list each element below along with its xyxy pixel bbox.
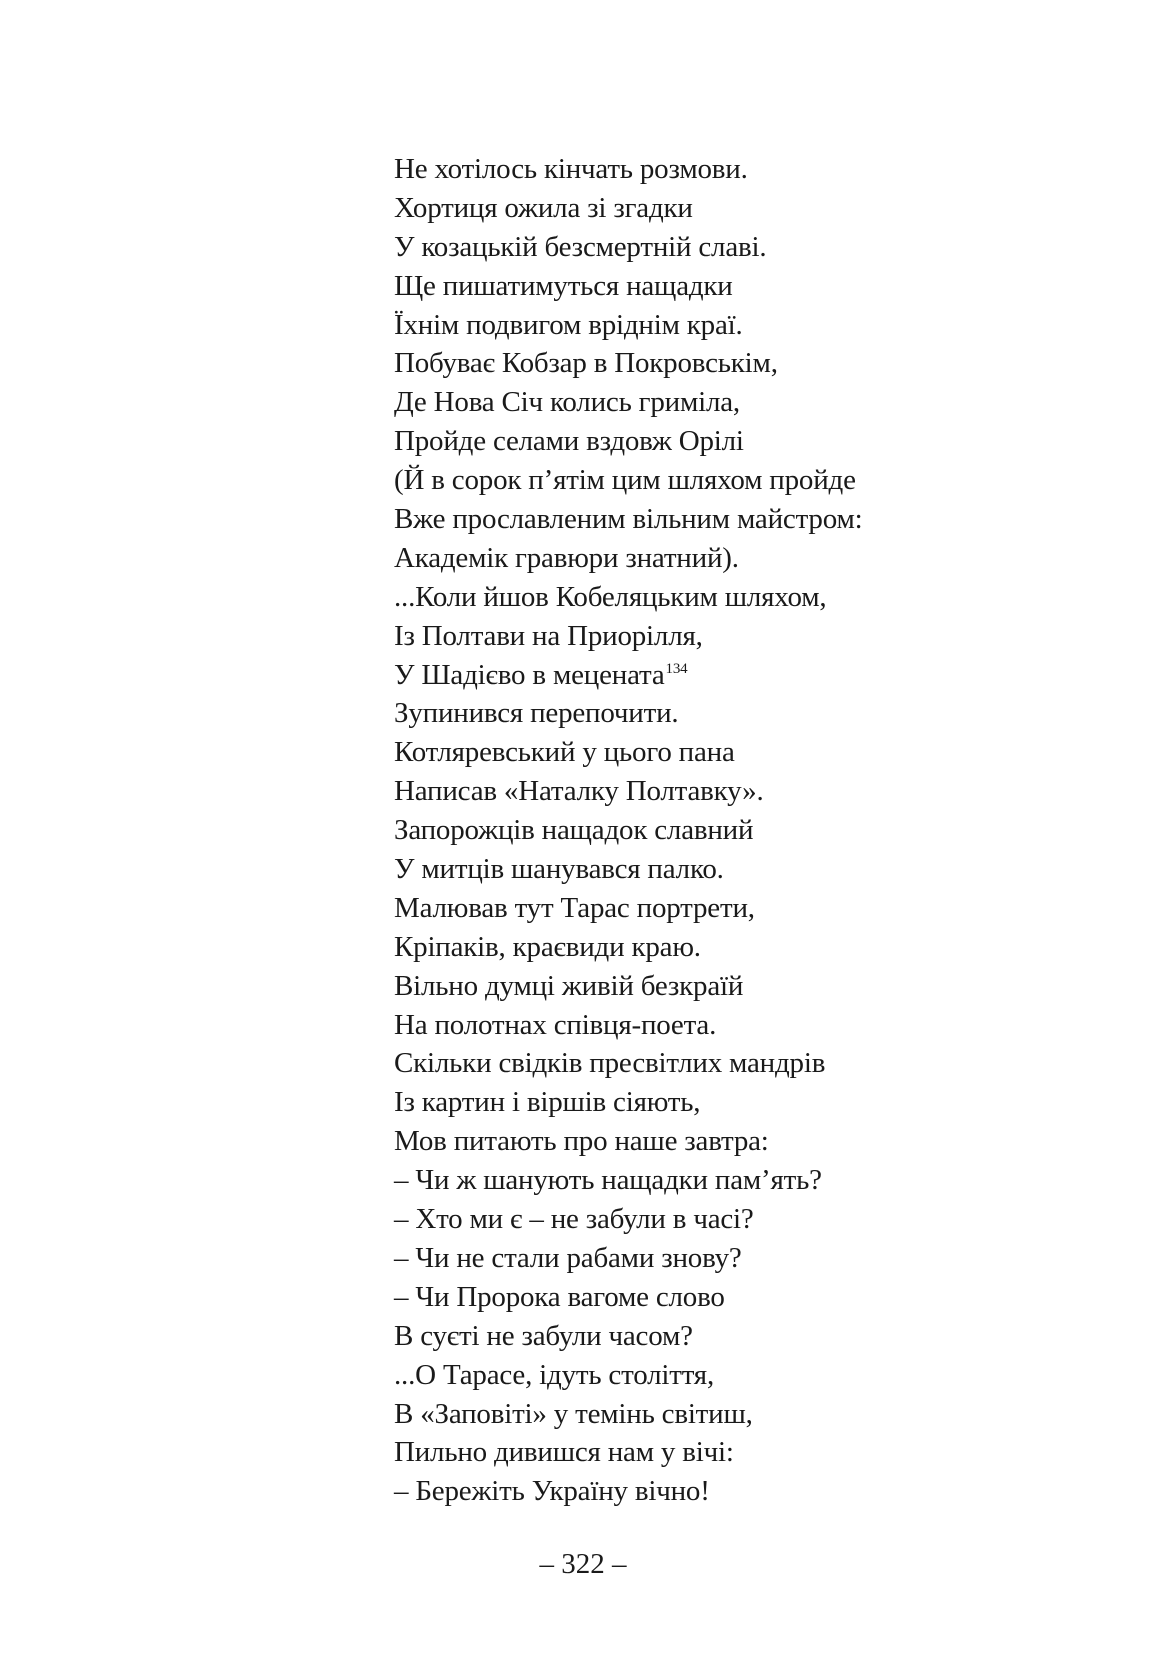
footnote-marker: 134 bbox=[665, 660, 688, 677]
poem-line: Ще пишатимуться нащадки bbox=[394, 269, 733, 302]
poem-line: Зупинився перепочити. bbox=[394, 697, 679, 730]
poem-line: Із картин і віршів сіяють, bbox=[394, 1086, 701, 1119]
poem-line: (Й в сорок п’ятім цим шляхом пройде bbox=[394, 464, 856, 497]
poem-line: – Чи не стали рабами знову? bbox=[394, 1241, 742, 1274]
poem-line: Запорожців нащадок славний bbox=[394, 814, 754, 847]
poem-line: Скільки свідків пресвітлих мандрів bbox=[394, 1047, 826, 1080]
poem-line: Вже прославленим вільним майстром: bbox=[394, 503, 863, 536]
poem-line: Не хотілось кінчать розмови. bbox=[394, 153, 748, 185]
poem-line: Їхнім подвигом вріднім краї. bbox=[394, 308, 743, 341]
poem-line: В «Заповіті» у темінь світиш, bbox=[394, 1397, 753, 1430]
poem-line: Котляревський у цього пана bbox=[394, 736, 735, 769]
poem bbox=[394, 150, 994, 1511]
poem-line: В суєті не забули часом? bbox=[394, 1319, 693, 1352]
poem-line: Пильно дивишся нам у вічі: bbox=[394, 1436, 734, 1469]
poem-line: Академік гравюри знатний). bbox=[394, 541, 739, 574]
poem-line: На полотнах співця-поета. bbox=[394, 1008, 717, 1041]
poem-line: – Бережіть Україну вічно! bbox=[394, 1475, 710, 1508]
poem-line: – Чи ж шанують нащадки пам’ять? bbox=[394, 1164, 822, 1197]
poem-line: – Хто ми є – не забули в часі? bbox=[394, 1203, 754, 1236]
poem-line: Малював тут Тарас портрети, bbox=[394, 891, 755, 924]
poem-line: У митців шанувався палко. bbox=[394, 853, 724, 886]
poem-line: Написав «Наталку Полтавку». bbox=[394, 775, 764, 808]
poem-line: Вільно думці живій безкраїй bbox=[394, 969, 744, 1002]
poem-line: Хортиця ожила зі згадки bbox=[394, 191, 693, 224]
page-number: – 322 – bbox=[539, 1548, 627, 1580]
poem-line: У козацькій безсмертній славі. bbox=[394, 230, 767, 263]
poem-line: Мов питають про наше завтра: bbox=[394, 1125, 769, 1158]
poem-line: Із Полтави на Приорілля, bbox=[394, 619, 703, 652]
poem-line: – Чи Пророка вагоме слово bbox=[394, 1280, 725, 1313]
poem-line-text: У Шадієво в мецената bbox=[394, 658, 665, 691]
poem-line: ...Коли йшов Кобеляцьким шляхом, bbox=[394, 580, 827, 613]
poem-line: Побуває Кобзар в Покровськім, bbox=[394, 347, 778, 380]
poem-line: Кріпаків, краєвиди краю. bbox=[394, 930, 701, 963]
poem-line: ...О Тарасе, ідуть століття, bbox=[394, 1358, 714, 1391]
poem-line-with-footnote bbox=[394, 656, 994, 695]
poem-line: Де Нова Січ колись гриміла, bbox=[394, 386, 740, 419]
poem-line: Пройде селами вздовж Орілі bbox=[394, 425, 744, 458]
